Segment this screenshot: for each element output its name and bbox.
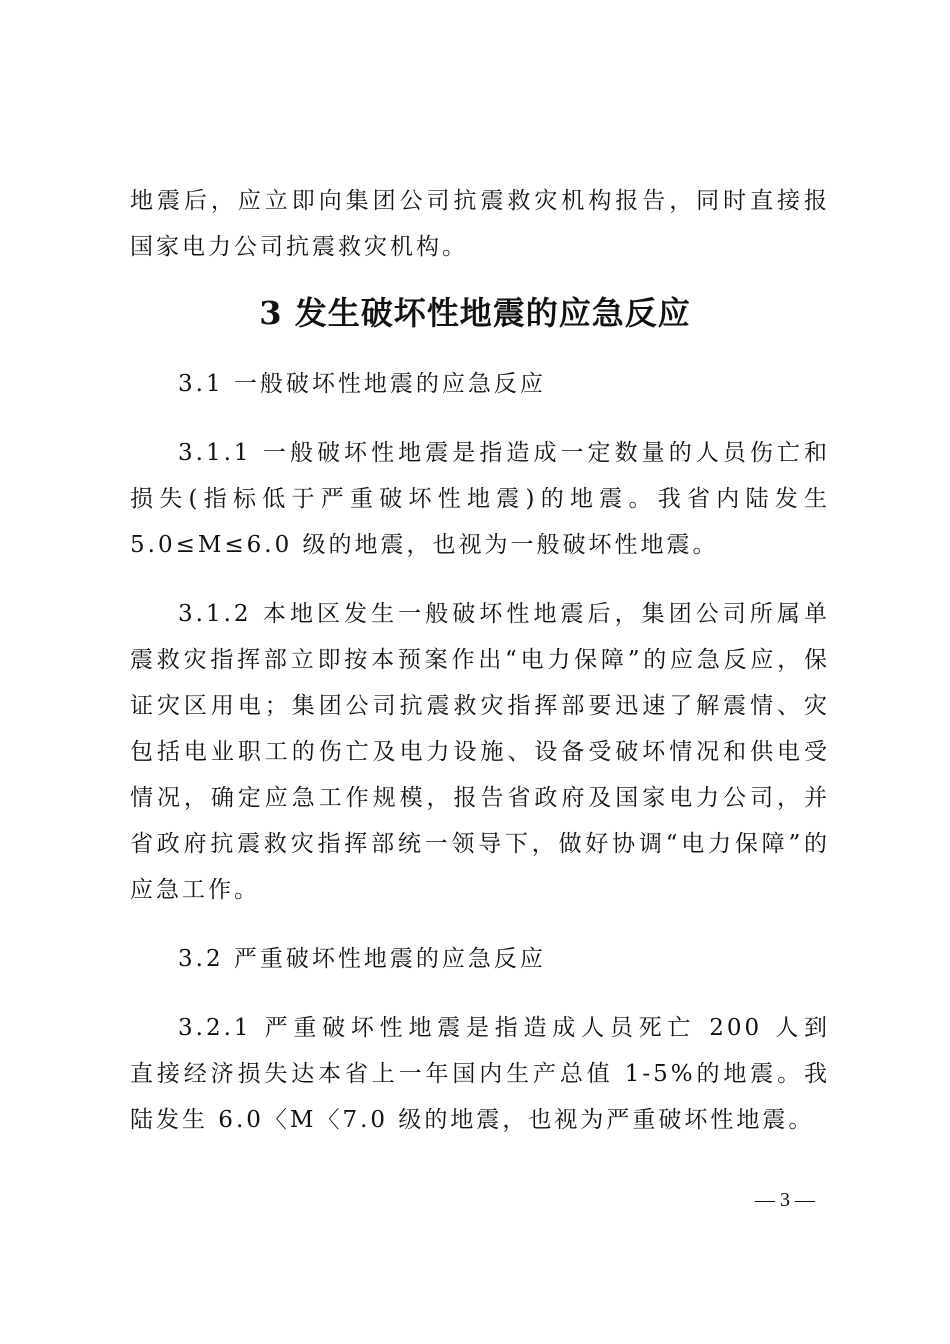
para-3-1-2-line-4: 包括电业职工的伤亡及电力设施、设备受破坏情况和供电受 (130, 739, 830, 765)
para-3-1-2-line-5: 情况，确定应急工作规模，报告省政府及国家电力公司，并 (130, 785, 830, 811)
para-3-1-1-line-2: 损失(指标低于严重破坏性地震)的地震。我省内陆发生 (130, 486, 830, 512)
para-3-1-1-line-1: 3.1.1 一般破坏性地震是指造成一定数量的人员伤亡和 (178, 440, 830, 466)
subsection-title-3-2: 3.2 严重破坏性地震的应急反应 (178, 946, 546, 972)
page-number: — 3 — (755, 1189, 815, 1211)
para-3-2-1-line-2: 直接经济损失达本省上一年国内生产总值 1-5%的地震。我 (130, 1061, 830, 1087)
subsection-title-3-1: 3.1 一般破坏性地震的应急反应 (178, 371, 546, 397)
para-3-1-1-line-3: 5.0≤M≤6.0 级的地震，也视为一般破坏性地震。 (130, 532, 719, 558)
para-3-2-1-line-3: 陆发生 6.0〈M〈7.0 级的地震，也视为严重破坏性地震。 (130, 1107, 815, 1133)
intro-line-1: 地震后，应立即向集团公司抗震救灾机构报告，同时直接报 (130, 188, 830, 214)
para-3-1-2-line-3: 证灾区用电；集团公司抗震救灾指挥部要迅速了解震情、灾 (130, 693, 830, 719)
para-3-1-2-line-7: 应急工作。 (130, 877, 260, 903)
para-3-2-1-line-1: 3.2.1 严重破坏性地震是指造成人员死亡 200 人到 (178, 1015, 830, 1041)
para-3-1-2-line-2: 震救灾指挥部立即按本预案作出“电力保障”的应急反应，保 (130, 647, 830, 673)
para-3-1-2-line-6: 省政府抗震救灾指挥部统一领导下，做好协调“电力保障”的 (130, 831, 830, 857)
section-heading: 3 发生破坏性地震的应急反应 (259, 294, 691, 332)
intro-line-2: 国家电力公司抗震救灾机构。 (130, 234, 468, 260)
para-3-1-2-line-1: 3.1.2 本地区发生一般破坏性地震后，集团公司所属单 (178, 601, 830, 627)
